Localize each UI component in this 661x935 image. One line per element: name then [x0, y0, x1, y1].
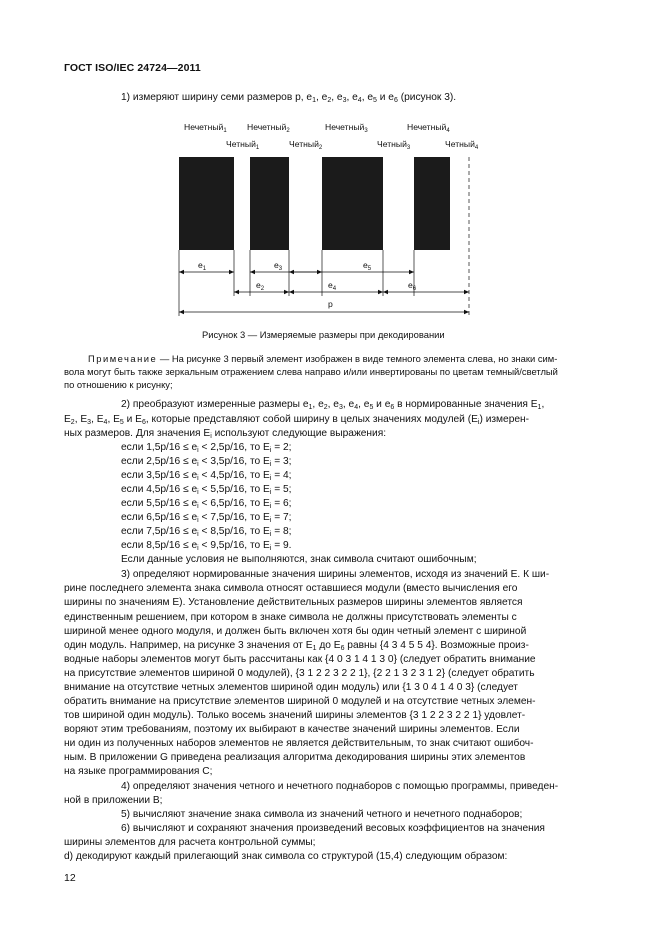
- condition-6: если $6,5p/16 \le e_i < 7,5p/16$, то $E_i = 7$;: [121, 512, 292, 524]
- step-3-line-2: рине последнего элемента знака символа относят оставшиеся модули (вместо вычисления его: [64, 583, 518, 594]
- step-3-line-12: воряют этим требованиям, поэтому их выбирают в качестве значений ширины элементов. Если: [64, 724, 520, 735]
- step-d-line-1: d) декодируют каждый прилегающий знак символа со структурой (15,4) следующим образом:: [64, 851, 508, 862]
- bar-odd-1: [179, 157, 234, 250]
- step-6-line-2: ширины элементов для расчета контрольной суммы;: [64, 837, 316, 848]
- bar-odd-4: [414, 157, 450, 250]
- note-line-2: вола могут быть также зеркальным отражением слева направо и/или инвертированы по цветам темный/светлый: [64, 366, 558, 377]
- condition-8: если $8,5p/16 \le e_i < 9,5p/16$, то $E_i = 9$.: [121, 540, 292, 552]
- step-5-line-1: 5) вычисляют значение знака символа из значений четного и нечетного поднаборов;: [121, 809, 523, 820]
- step-3-line-8: на присутствие элементов шириной 0 модулей), {3 1 2 2 3 2 2 1}, {2 2 1 3 2 3 1 2} (следует обратить: [64, 668, 535, 679]
- standard-header: ГОСТ ISO/IEC 24724—2011: [64, 62, 201, 74]
- step-6-line-1: 6) вычисляют и сохраняют значения произведений весовых коэффициентов на значения: [121, 823, 545, 834]
- dim-label-e3: $e_3$: [274, 260, 283, 272]
- step-3-line-15: на языке программирования C;: [64, 766, 213, 777]
- even-label-4: Четный$_4$: [445, 139, 479, 151]
- note-line-1: Примечание — На рисунке 3 первый элемент изображен в виде темного элемента слева, но знаки сим-: [88, 353, 558, 364]
- step-2-line-2: $E_2$, $E_3$, $E_4$, $E_5$ и $E_6$, которые представляют собой ширину в целых значениях модулей $(E_i)$ измерен-: [64, 414, 530, 426]
- even-label-1: Четный$_1$: [226, 139, 260, 151]
- step-3-line-7: водные наборы элементов могут быть рассчитаны как {4 0 3 1 4 1 3 0} (следует обратить внимание: [64, 654, 536, 665]
- step-2-line-1: 2) преобразуют измеренные размеры $e_1$, $e_2$, $e_3$, $e_4$, $e_5$ и $e_6$ в нормированные значения $E_1$,: [121, 399, 545, 411]
- figure-caption: Рисунок 3 — Измеряемые размеры при декодировании: [202, 329, 445, 340]
- step-3-line-10: обратить внимание на присутствие элементов шириной 0 модулей и на отсутствие четных элемен-: [64, 696, 536, 707]
- odd-label-3: Нечетный$_3$: [325, 122, 368, 134]
- dim-label-e4: $e_4$: [328, 280, 337, 292]
- bar-odd-2: [250, 157, 289, 250]
- odd-label-4: Нечетный$_4$: [407, 122, 450, 134]
- dim-label-e5: $e_5$: [363, 260, 372, 272]
- figure-3-diagram: [0, 0, 661, 330]
- step-3-line-9: внимание на отсутствие четных элементов шириной один модуль) или {1 3 0 4 1 4 0 3} (следует: [64, 682, 518, 693]
- dim-label-e6: $e_6$: [408, 280, 417, 292]
- condition-1: если $1,5p/16 \le e_i < 2,5p/16$, то $E_i = 2$;: [121, 442, 292, 454]
- bar-odd-3: [322, 157, 383, 250]
- condition-7: если $7,5p/16 \le e_i < 8,5p/16$, то $E_i = 8$;: [121, 526, 292, 538]
- step-1-line: 1) измеряют ширину семи размеров p, $e_1$, $e_2$, $e_3$, $e_4$, $e_5$ и $e_6$ (рисунок 3).: [121, 92, 457, 104]
- condition-2: если $2,5p/16 \le e_i < 3,5p/16$, то $E_i = 3$;: [121, 456, 292, 468]
- condition-5: если $5,5p/16 \le e_i < 6,5p/16$, то $E_i = 6$;: [121, 498, 292, 510]
- odd-label-1: Нечетный$_1$: [184, 122, 227, 134]
- dim-label-e2: $e_2$: [256, 280, 265, 292]
- note-line-3: по отношению к рисунку;: [64, 379, 173, 390]
- dim-label-e1: $e_1$: [198, 260, 207, 272]
- step-4-line-1: 4) определяют значения четного и нечетного поднаборов с помощью программы, приведен-: [121, 781, 559, 792]
- step-2-line-3: ных размеров. Для значения $E_i$ используют следующие выражения:: [64, 428, 387, 440]
- step-3-line-5: шириной менее одного модуля, и должен быть включен хотя бы один четный элемент с шириной: [64, 626, 527, 637]
- even-label-2: Четный$_2$: [289, 139, 323, 151]
- step-3-line-4: единственным решением, при котором в знаке символа не должны присутствовать элементы с: [64, 612, 517, 623]
- dim-label-p: p: [328, 299, 333, 309]
- condition-3: если $3,5p/16 \le e_i < 4,5p/16$, то $E_i = 4$;: [121, 470, 292, 482]
- odd-label-2: Нечетный$_2$: [247, 122, 290, 134]
- step-3-line-1: 3) определяют нормированные значения ширины элементов, исходя из значений E. К ши-: [121, 569, 550, 580]
- even-label-3: Четный$_3$: [377, 139, 411, 151]
- page-number: 12: [64, 872, 76, 884]
- condition-4: если $4,5p/16 \le e_i < 5,5p/16$, то $E_i = 5$;: [121, 484, 292, 496]
- step-3-line-14: ным. В приложении G приведена реализация алгоритма декодирования ширины этих элементов: [64, 752, 526, 763]
- step-4-line-2: ной в приложении B;: [64, 795, 163, 806]
- step-3-line-13: ни один из полученных наборов элементов не является действительным, то знак считают ошибоч-: [64, 738, 534, 749]
- step-3-line-6: один модуль. Например, на рисунке 3 значения от $E_1$ до $E_6$ равны {4 3 4 5 5 4}. Возможные произ-: [64, 640, 529, 652]
- step-3-line-3: ширины по значениям E). Установление действительных размеров ширины элементов является: [64, 597, 523, 608]
- step-3-line-11: тов шириной один модуль). Только восемь значений ширины элементов {3 1 2 2 3 2 2 1} удовлет-: [64, 710, 526, 721]
- condition-fail: Если данные условия не выполняются, знак символа считают ошибочным;: [121, 554, 477, 565]
